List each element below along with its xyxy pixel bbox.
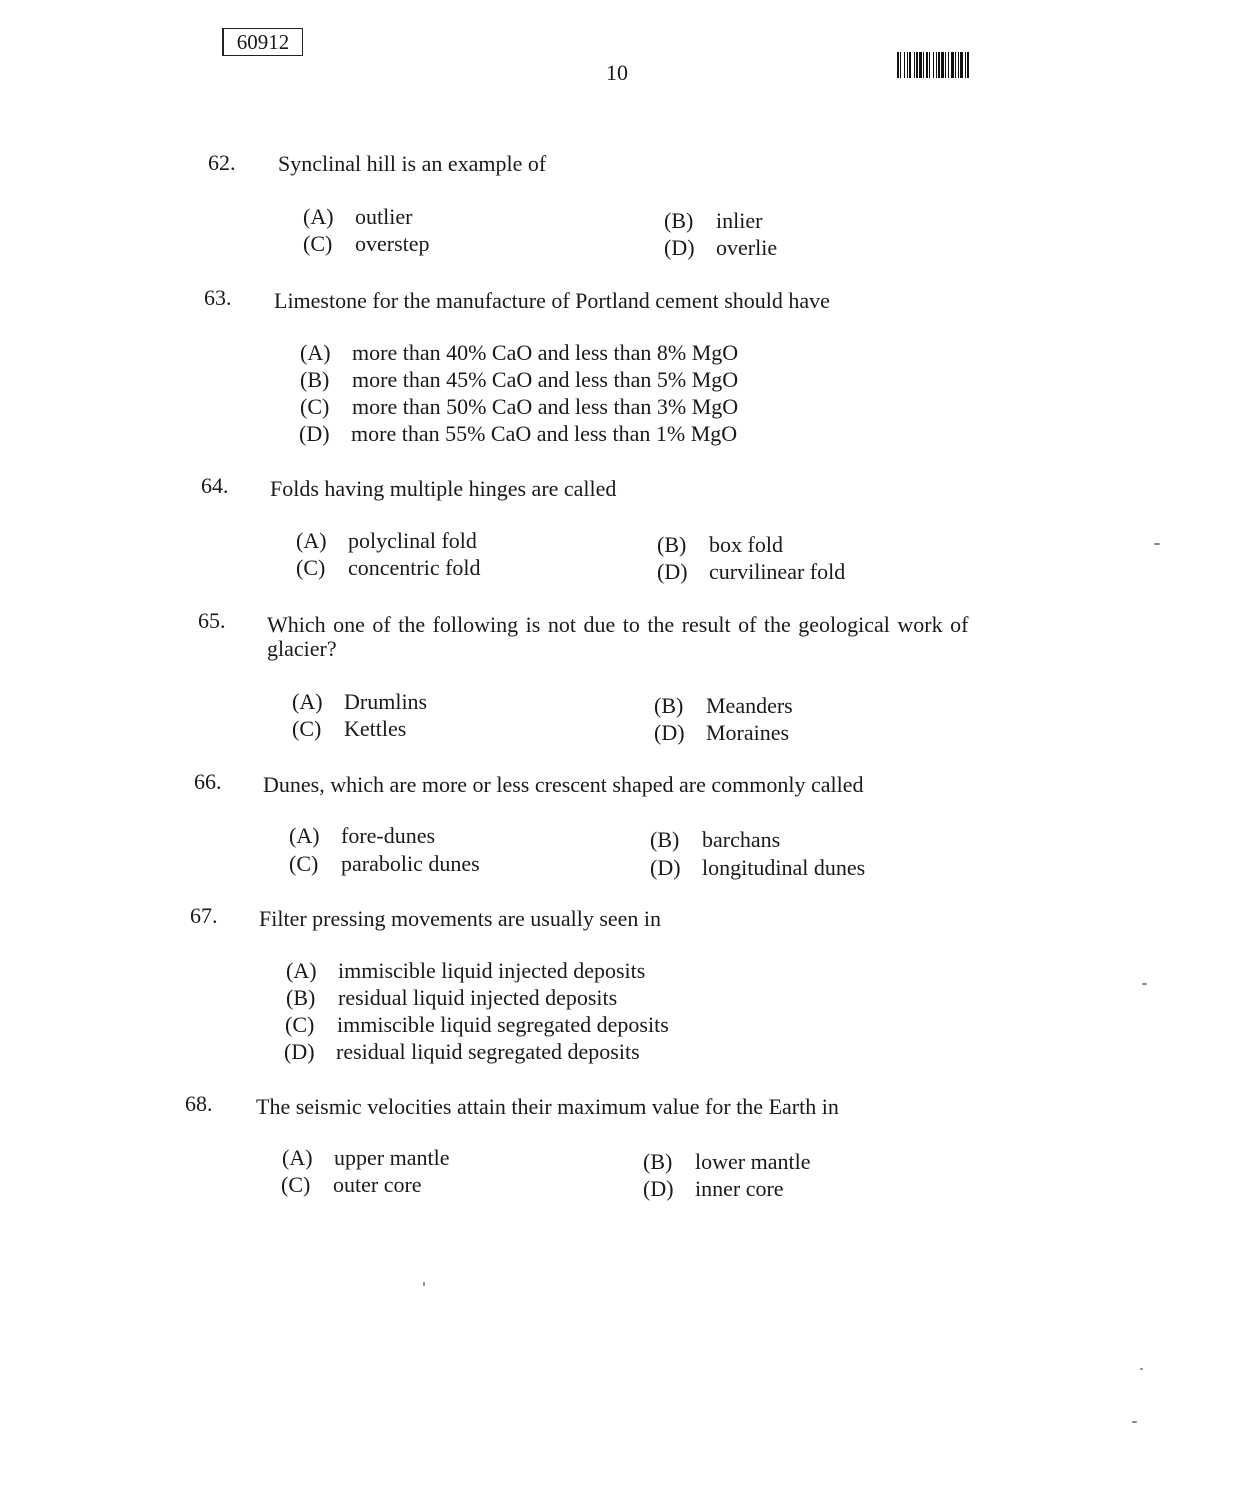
option-label: (C) bbox=[300, 394, 330, 419]
barcode-bar bbox=[909, 52, 911, 78]
option-text: inlier bbox=[716, 208, 763, 233]
option-a bbox=[282, 1145, 449, 1171]
question-text-line-2: glacier? bbox=[267, 636, 337, 661]
barcode-bar bbox=[960, 52, 963, 78]
option-label: (B) bbox=[300, 367, 330, 392]
question-text: Which one of the following is not due to the result of the geological work of bbox=[267, 612, 969, 637]
barcode-bar bbox=[923, 52, 924, 78]
scan-mark bbox=[1132, 1421, 1137, 1423]
option-label: (A) bbox=[286, 958, 317, 983]
option-c bbox=[281, 1172, 422, 1198]
option-text: more than 55% CaO and less than 1% MgO bbox=[351, 421, 738, 446]
question-text: Limestone for the manufacture of Portland cement should have bbox=[274, 288, 830, 313]
option-text: Drumlins bbox=[344, 689, 428, 714]
option-a bbox=[300, 340, 738, 366]
option-c bbox=[289, 851, 480, 877]
option-d bbox=[654, 720, 789, 746]
option-label: (C) bbox=[296, 555, 326, 580]
option-label: (A) bbox=[303, 204, 334, 229]
option-label: (B) bbox=[654, 693, 684, 718]
option-label: (C) bbox=[281, 1172, 311, 1197]
barcode-bar bbox=[955, 52, 956, 78]
paper-code: 60912 bbox=[222, 28, 303, 56]
question-number: 63. bbox=[204, 285, 232, 310]
option-d bbox=[664, 235, 777, 261]
option-label: (C) bbox=[289, 851, 319, 876]
question-number: 67. bbox=[190, 903, 218, 928]
option-text: more than 45% CaO and less than 5% MgO bbox=[352, 367, 739, 392]
option-text: inner core bbox=[695, 1176, 784, 1201]
option-label: (D) bbox=[664, 235, 695, 260]
barcode-bar bbox=[958, 52, 959, 78]
option-c bbox=[296, 555, 481, 581]
barcode-bar bbox=[945, 52, 946, 78]
scan-mark bbox=[423, 1282, 425, 1286]
option-text: immiscible liquid segregated deposits bbox=[337, 1012, 669, 1037]
option-text: overlie bbox=[716, 235, 778, 260]
option-label: (B) bbox=[643, 1149, 673, 1174]
option-b bbox=[300, 367, 738, 393]
option-c bbox=[292, 716, 406, 742]
option-label: (D) bbox=[299, 421, 330, 446]
option-text: Kettles bbox=[344, 716, 407, 741]
barcode-bar bbox=[914, 52, 915, 78]
option-label: (D) bbox=[657, 559, 688, 584]
option-text: upper mantle bbox=[334, 1145, 450, 1170]
question-number: 62. bbox=[208, 150, 236, 175]
question-number: 64. bbox=[201, 473, 229, 498]
option-label: (B) bbox=[286, 985, 316, 1010]
option-label: (A) bbox=[300, 340, 331, 365]
option-d bbox=[650, 855, 865, 881]
barcode-bar bbox=[904, 52, 905, 78]
option-b bbox=[657, 532, 783, 558]
question-text: Dunes, which are more or less crescent shaped are commonly called bbox=[263, 772, 864, 797]
option-label: (B) bbox=[650, 827, 680, 852]
question-text: The seismic velocities attain their maximum value for the Earth in bbox=[256, 1094, 839, 1119]
option-label: (A) bbox=[296, 528, 327, 553]
barcode-bar bbox=[951, 52, 954, 78]
scan-mark bbox=[1140, 1368, 1143, 1370]
option-text: Moraines bbox=[706, 720, 790, 745]
option-b bbox=[654, 693, 793, 719]
option-text: outlier bbox=[355, 204, 413, 229]
option-text: immiscible liquid injected deposits bbox=[338, 958, 646, 983]
option-label: (A) bbox=[292, 689, 323, 714]
option-b bbox=[643, 1149, 810, 1175]
option-text: overstep bbox=[355, 231, 430, 256]
option-label: (C) bbox=[303, 231, 333, 256]
option-a bbox=[292, 689, 427, 715]
option-a bbox=[303, 204, 412, 230]
question-text: Filter pressing movements are usually seen in bbox=[259, 906, 662, 931]
barcode-bar bbox=[965, 52, 966, 78]
option-label: (D) bbox=[643, 1176, 674, 1201]
option-label: (D) bbox=[284, 1039, 315, 1064]
option-d bbox=[657, 559, 845, 585]
question-number: 68. bbox=[185, 1091, 213, 1116]
barcode-bar bbox=[938, 52, 940, 78]
option-label: (A) bbox=[282, 1145, 313, 1170]
option-c bbox=[303, 231, 430, 257]
option-text: curvilinear fold bbox=[709, 559, 846, 584]
option-text: residual liquid segregated deposits bbox=[336, 1039, 640, 1064]
question-text: Synclinal hill is an example of bbox=[278, 151, 547, 176]
option-text: fore-dunes bbox=[341, 823, 436, 848]
option-c bbox=[285, 1012, 669, 1038]
barcode-bar bbox=[933, 52, 934, 78]
question-number: 65. bbox=[198, 608, 226, 633]
option-text: concentric fold bbox=[348, 555, 481, 580]
option-text: more than 50% CaO and less than 3% MgO bbox=[352, 394, 739, 419]
option-b bbox=[650, 827, 780, 853]
barcode-bar bbox=[936, 52, 937, 78]
option-d bbox=[643, 1176, 784, 1202]
barcode-bar bbox=[900, 52, 901, 78]
option-text: lower mantle bbox=[695, 1149, 811, 1174]
barcode bbox=[897, 52, 1055, 78]
scan-mark bbox=[1154, 543, 1160, 545]
option-text: more than 40% CaO and less than 8% MgO bbox=[352, 340, 739, 365]
option-text: outer core bbox=[333, 1172, 422, 1197]
option-b bbox=[664, 208, 762, 234]
barcode-bar bbox=[926, 52, 928, 78]
barcode-bar bbox=[916, 52, 918, 78]
option-label: (C) bbox=[292, 716, 322, 741]
option-text: polyclinal fold bbox=[348, 528, 477, 553]
option-d bbox=[284, 1039, 640, 1065]
option-label: (D) bbox=[650, 855, 681, 880]
option-b bbox=[286, 985, 617, 1011]
question-number: 66. bbox=[194, 769, 222, 794]
page-number: 10 bbox=[606, 60, 628, 85]
option-text: residual liquid injected deposits bbox=[338, 985, 618, 1010]
option-a bbox=[289, 823, 435, 849]
option-label: (C) bbox=[285, 1012, 315, 1037]
barcode-bar bbox=[967, 52, 969, 78]
option-text: barchans bbox=[702, 827, 781, 852]
barcode-bar bbox=[919, 52, 922, 78]
option-label: (D) bbox=[654, 720, 685, 745]
option-d bbox=[299, 421, 737, 447]
option-text: longitudinal dunes bbox=[702, 855, 866, 880]
barcode-bar bbox=[929, 52, 930, 78]
option-label: (B) bbox=[664, 208, 694, 233]
option-text: box fold bbox=[709, 532, 783, 557]
option-a bbox=[296, 528, 477, 554]
barcode-bar bbox=[907, 52, 908, 78]
option-text: parabolic dunes bbox=[341, 851, 480, 876]
question-text: Folds having multiple hinges are called bbox=[270, 476, 617, 501]
option-c bbox=[300, 394, 738, 420]
option-a bbox=[286, 958, 645, 984]
option-label: (B) bbox=[657, 532, 687, 557]
barcode-bar bbox=[948, 52, 949, 78]
option-text: Meanders bbox=[706, 693, 793, 718]
option-label: (A) bbox=[289, 823, 320, 848]
barcode-bar bbox=[941, 52, 944, 78]
barcode-bar bbox=[897, 52, 899, 78]
scan-mark bbox=[1142, 983, 1147, 985]
